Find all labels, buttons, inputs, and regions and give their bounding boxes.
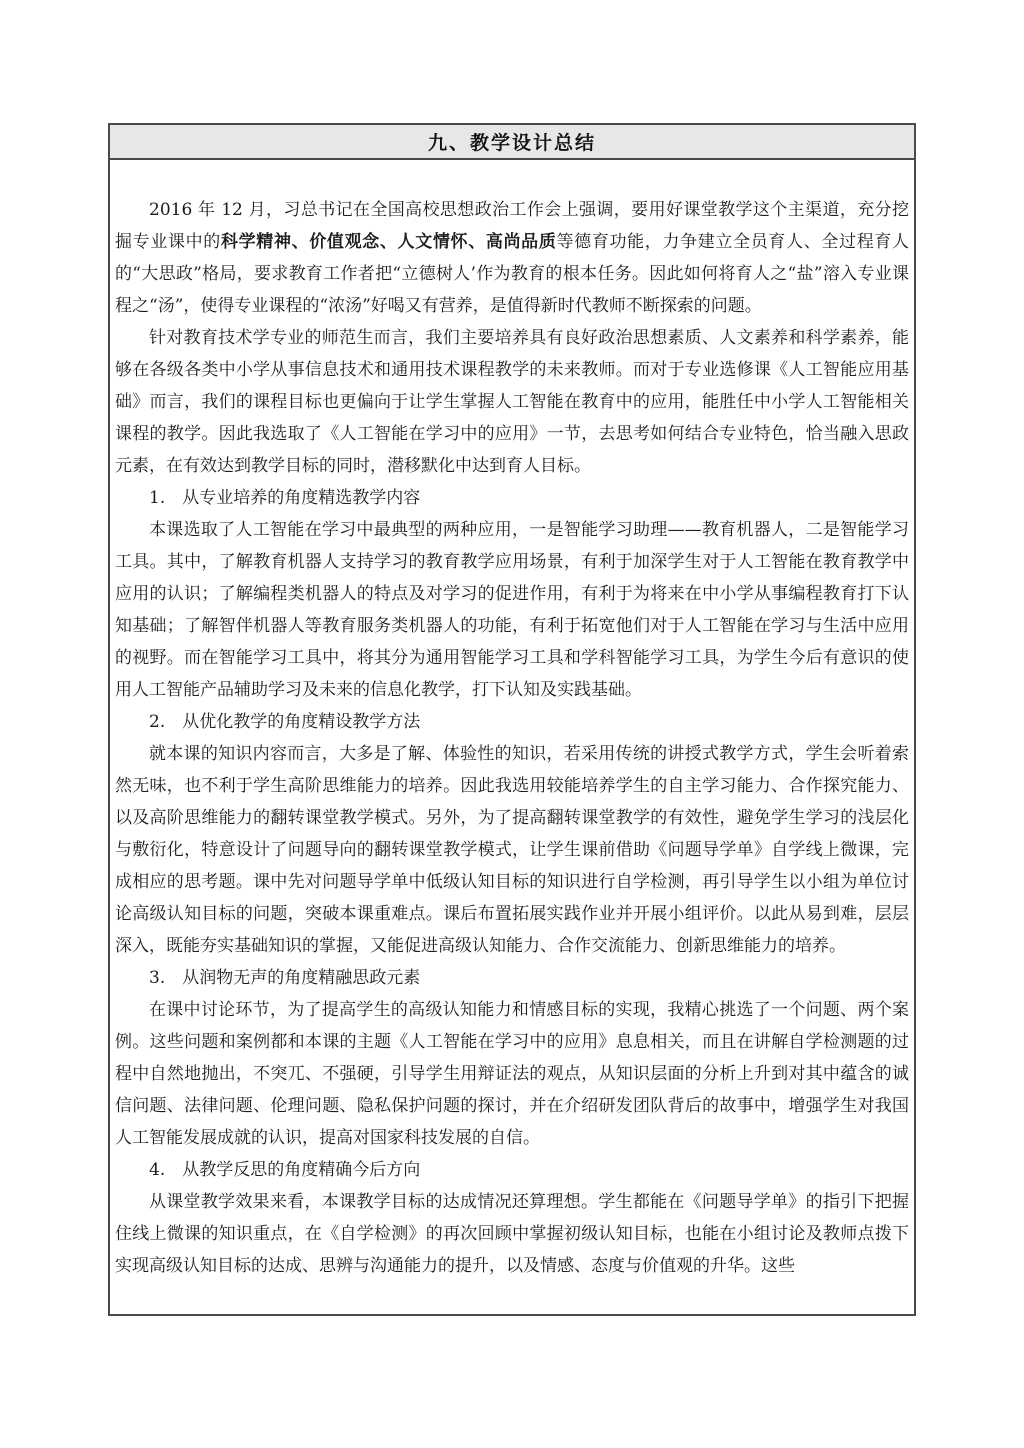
list-heading-3: 3. 从润物无声的角度精融思政元素 <box>149 968 421 988</box>
paragraph-text: 2016 年 12 月，习总书记在全国高校思想政治工作会上强调，要用好课堂教学这个主渠道，充分挖掘专业课中的 <box>115 200 909 252</box>
section-header <box>110 125 914 160</box>
list-heading-4: 4. 从教学反思的角度精确今后方向 <box>149 1160 421 1180</box>
section-body <box>110 160 914 1314</box>
paragraph-text: 等德育功能，力争建立全员育人、全过程育人的“大思政”格局，要求教育工作者把“立德树人’作为教育的根本任务。因此如何将育人之“盐”溶入专业课程之“汤”，使得专业课程的“浓汤”好喝又有营养，是值得新时代教师不断探索的问题。 <box>115 232 910 316</box>
list-heading-1: 1. 从专业培养的角度精选教学内容 <box>149 488 421 508</box>
paragraph-content-selection: 本课选取了人工智能在学习中最典型的两种应用，一是智能学习助理——教育机器人，二是智能学习工具。其中，了解教育机器人支持学习的教育教学应用场景，有利于加深学生对于人工智能在教育教学中应用的认识；了解编程类机器人的特点及对学习的促进作用，有利于为将来在中小学从事编程教育打下认知基础；了解智伴机器人等教育服务类机器人的功能，有利于拓宽他们对于人工智能在学习与生活中应用的视野。而在智能学习工具中，将其分为通用智能学习工具和学科智能学习工具，为学生今后有意识的使用人工智能产品辅助学习及未来的信息化教学，打下认知及实践基础。 <box>115 520 909 700</box>
section-title: 九、教学设计总结 <box>427 132 596 154</box>
paragraph-intro-1 <box>115 194 909 322</box>
paragraph-intro-2: 针对教育技术学专业的师范生而言，我们主要培养具有良好政治思想素质、人文素养和科学素养，能够在各级各类中小学从事信息技术和通用技术课程教学的未来教师。而对于专业选修课《人工智能应用基础》而言，我们的课程目标也更偏向于让学生掌握人工智能在教育中的应用，能胜任中小学人工智能相关课程的教学。因此我选取了《人工智能在学习中的应用》一节，去思考如何结合专业特色，恰当融入思政元素，在有效达到教学目标的同时，潜移默化中达到育人目标。 <box>115 328 909 476</box>
paragraph-ideological-elements: 在课中讨论环节，为了提高学生的高级认知能力和情感目标的实现，我精心挑选了一个问题、两个案例。这些问题和案例都和本课的主题《人工智能在学习中的应用》息息相关，而且在讲解自学检测题的过程中自然地抛出，不突兀、不强硬，引导学生用辩证法的观点，从知识层面的分析上升到对其中蕴含的诚信问题、法律问题、伦理问题、隐私保护问题的探讨，并在介绍研发团队背后的故事中，增强学生对我国人工智能发展成就的认识，提高对国家科技发展的自信。 <box>115 1000 909 1148</box>
paragraph-reflection: 从课堂教学效果来看，本课教学目标的达成情况还算理想。学生都能在《问题导学单》的指引下把握住线上微课的知识重点，在《自学检测》的再次回顾中掌握初级认知目标，也能在小组讨论及教师点拨下实现高级认知目标的达成、思辨与沟通能力的提升，以及情感、态度与价值观的升华。这些 <box>115 1192 909 1276</box>
list-heading-2: 2. 从优化教学的角度精设教学方法 <box>149 712 421 732</box>
paragraph-teaching-method: 就本课的知识内容而言，大多是了解、体验性的知识，若采用传统的讲授式教学方式，学生会听着索然无味，也不利于学生高阶思维能力的培养。因此我选用较能培养学生的自主学习能力、合作探究能力、以及高阶思维能力的翻转课堂教学模式。另外，为了提高翻转课堂教学的有效性，避免学生学习的浅层化与敷衍化，特意设计了问题导向的翻转课堂教学模式，让学生课前借助《问题导学单》自学线上微课，完成相应的思考题。课中先对问题导学单中低级认知目标的知识进行自学检测，再引导学生以小组为单位讨论高级认知目标的问题，突破本课重难点。课后布置拓展实践作业并开展小组评价。以此从易到难，层层深入，既能夯实基础知识的掌握，又能促进高级认知能力、合作交流能力、创新思维能力的培养。 <box>115 744 909 956</box>
summary-section-box <box>108 123 916 1316</box>
bold-virtue-terms: 科学精神、价值观念、人文情怀、高尚品质 <box>220 232 557 252</box>
